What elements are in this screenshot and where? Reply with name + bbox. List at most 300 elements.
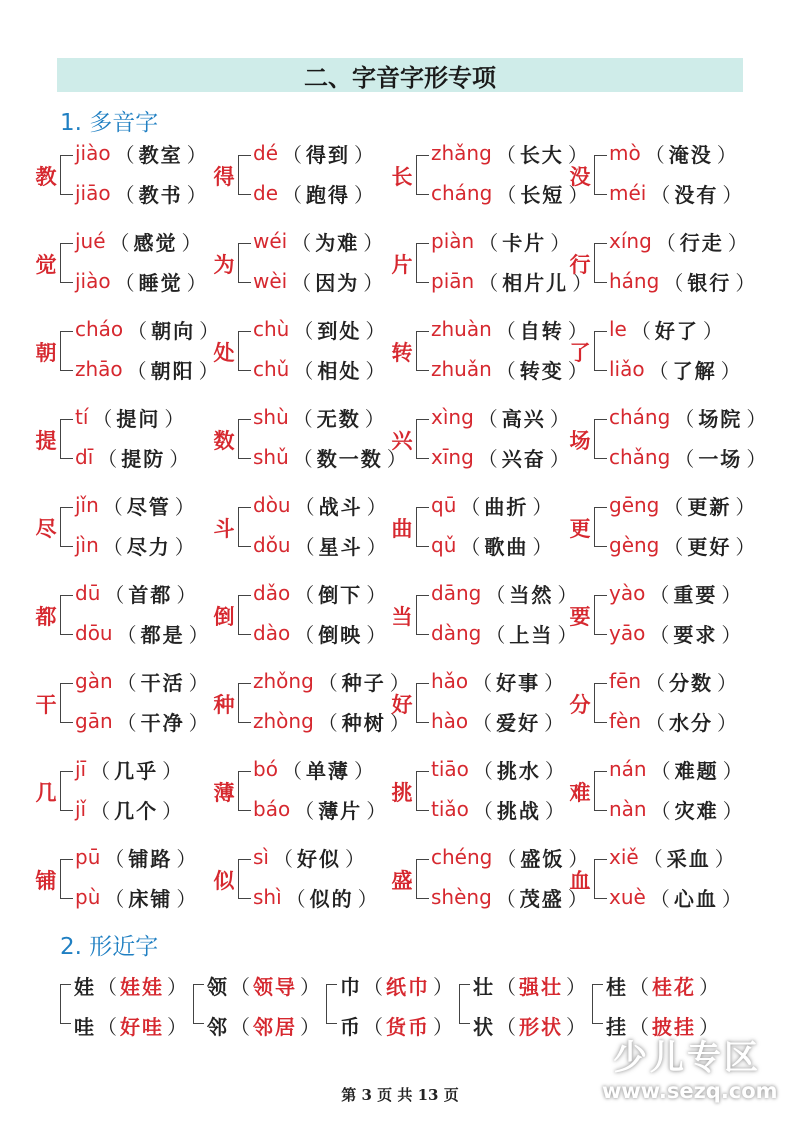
brace: [238, 331, 251, 371]
example-word: 干活: [140, 670, 185, 695]
similar-char-pair: [459, 962, 592, 1042]
paren-open: （: [282, 182, 302, 207]
reading-line: [253, 314, 389, 344]
similar-char-line: [340, 970, 456, 1000]
paren-close: ）: [727, 230, 748, 255]
brace: [594, 419, 607, 459]
example-word: 好似: [296, 846, 341, 871]
brace: [416, 859, 429, 899]
reading-line: [609, 354, 745, 384]
paren-close: ）: [572, 270, 593, 295]
reading-line: [75, 266, 211, 296]
pinyin: chǎng: [609, 445, 671, 469]
polyphone-char: 转: [391, 340, 413, 365]
brace: [60, 771, 73, 811]
paren-close: ）: [722, 798, 743, 823]
paren-close: ）: [176, 582, 197, 607]
brace: [594, 155, 607, 195]
brace: [238, 771, 251, 811]
brace: [60, 155, 73, 195]
example-word: 没有: [674, 182, 719, 207]
paren-open: （: [674, 406, 695, 431]
pinyin: de: [253, 181, 278, 205]
pinyin: piān: [431, 269, 475, 293]
paren-close: ）: [357, 886, 378, 911]
paren-close: ）: [721, 886, 742, 911]
example-word: 强壮: [519, 974, 563, 999]
reading-line: [75, 138, 211, 168]
example-word: 尽力: [126, 534, 171, 559]
example-word: 场院: [698, 406, 743, 431]
pinyin: liǎo: [609, 357, 645, 381]
pinyin: yāo: [609, 621, 646, 645]
pinyin: cháo: [75, 317, 124, 341]
similar-char-line: [473, 970, 589, 1000]
reading-line: [431, 706, 568, 736]
similar-char-line: [473, 1010, 589, 1040]
example-word: 得到: [306, 142, 350, 167]
paren-close: ）: [169, 446, 190, 471]
paren-open: （: [97, 1014, 117, 1039]
brace: [594, 507, 607, 547]
brace: [238, 595, 251, 635]
polyphone-char: 干: [35, 692, 57, 717]
polyphone-entry: [33, 309, 220, 397]
polyphone-entry: [389, 661, 567, 749]
paren-close: ）: [198, 358, 219, 383]
pinyin: wèi: [253, 269, 288, 293]
reading-line: [75, 178, 211, 208]
paren-open: （: [116, 670, 137, 695]
paren-open: （: [363, 1014, 383, 1039]
character: 邻: [207, 1014, 227, 1039]
paren-close: ）: [176, 886, 197, 911]
example-word: 自转: [519, 318, 564, 343]
example-word: 领导: [253, 974, 297, 999]
character: 币: [340, 1014, 360, 1039]
paren-close: ）: [566, 1014, 586, 1039]
page-footer: 第 3 页 共 13 页: [341, 1086, 459, 1104]
pinyin: báo: [253, 797, 291, 821]
example-word: 了解: [672, 358, 717, 383]
pinyin: cháng: [609, 405, 671, 429]
reading-line: [431, 530, 556, 560]
pinyin: shù: [253, 405, 289, 429]
example-word: 挑水: [496, 758, 541, 783]
reading-line: [75, 882, 200, 912]
reading-line: [75, 402, 188, 432]
example-word: 星斗: [318, 534, 363, 559]
reading-line: [253, 618, 390, 648]
example-word: 形状: [519, 1014, 563, 1039]
similar-char-line: [606, 970, 722, 1000]
polyphone-grid: [33, 133, 793, 923]
paren-open: （: [472, 710, 493, 735]
paren-close: ）: [366, 798, 387, 823]
paren-open: （: [294, 798, 315, 823]
polyphone-char: 斗: [213, 516, 235, 541]
paren-close: ）: [735, 534, 756, 559]
polyphone-char: 尽: [35, 516, 57, 541]
reading-line: [431, 442, 574, 472]
reading-line: [253, 754, 378, 784]
watermark-url: www.sezq.com: [602, 1079, 778, 1103]
polyphone-char: 场: [569, 428, 591, 453]
paren-open: （: [477, 406, 498, 431]
reading-line: [75, 314, 223, 344]
watermark-text: 少儿专区: [613, 1038, 761, 1078]
reading-line: [431, 754, 569, 784]
paren-close: ）: [164, 406, 185, 431]
example-word: 数一数: [316, 446, 383, 471]
polyphone-entry: [211, 837, 389, 925]
reading-line: [431, 666, 568, 696]
paren-close: ）: [199, 318, 220, 343]
example-word: 无数: [316, 406, 361, 431]
example-word: 战斗: [318, 494, 363, 519]
brace: [60, 243, 73, 283]
paren-close: ）: [550, 230, 571, 255]
brace: [326, 984, 337, 1024]
reading-line: [609, 578, 745, 608]
example-word: 首都: [128, 582, 173, 607]
polyphone-entry: [389, 309, 588, 397]
example-word: 好哇: [120, 1014, 164, 1039]
paren-close: ）: [699, 1014, 719, 1039]
reading-line: [75, 842, 200, 872]
example-word: 分数: [669, 670, 714, 695]
paren-close: ）: [549, 406, 570, 431]
paren-open: （: [294, 494, 315, 519]
example-word: 到处: [317, 318, 362, 343]
paren-close: ）: [174, 494, 195, 519]
brace: [416, 331, 429, 371]
paren-open: （: [663, 534, 684, 559]
pinyin: shǔ: [253, 445, 289, 469]
paren-open: （: [478, 230, 499, 255]
polyphone-char: 为: [213, 252, 235, 277]
polyphone-entry: [567, 661, 745, 749]
pinyin: dàng: [431, 621, 482, 645]
pinyin: méi: [609, 181, 647, 205]
paren-close: ）: [568, 846, 589, 871]
pinyin: jìn: [75, 533, 99, 557]
polyphone-char: 种: [213, 692, 235, 717]
paren-open: （: [109, 230, 130, 255]
reading-line: [609, 402, 770, 432]
paren-close: ）: [366, 582, 387, 607]
example-word: 更好: [687, 534, 732, 559]
pinyin: jǐ: [75, 797, 87, 821]
paren-open: （: [649, 582, 670, 607]
paren-close: ）: [568, 182, 589, 207]
reading-line: [609, 138, 741, 168]
paren-open: （: [294, 622, 315, 647]
paren-close: ）: [544, 758, 565, 783]
paren-open: （: [293, 318, 314, 343]
polyphone-entry: [33, 485, 211, 573]
example-word: 娃娃: [120, 974, 164, 999]
pinyin: cháng: [431, 181, 493, 205]
paren-close: ）: [566, 974, 586, 999]
paren-close: ）: [389, 710, 410, 735]
pinyin: shèng: [431, 885, 492, 909]
paren-open: （: [291, 270, 312, 295]
pinyin: nán: [609, 757, 647, 781]
pinyin: zhǎng: [431, 141, 492, 165]
example-word: 卡片: [502, 230, 547, 255]
example-word: 长短: [520, 182, 565, 207]
polyphone-entry: [567, 309, 745, 397]
reading-line: [431, 226, 574, 256]
paren-close: ）: [714, 846, 735, 871]
reading-line: [75, 490, 199, 520]
example-word: 感觉: [133, 230, 178, 255]
paren-close: ）: [717, 670, 738, 695]
pinyin: gān: [75, 709, 113, 733]
pinyin: pù: [75, 885, 101, 909]
paren-open: （: [90, 798, 111, 823]
polyphone-char: 没: [569, 164, 591, 189]
similar-char-line: [207, 1010, 323, 1040]
paren-open: （: [644, 142, 665, 167]
example-word: 要求: [673, 622, 718, 647]
reading-line: [609, 442, 770, 472]
brace: [594, 683, 607, 723]
paren-close: ）: [186, 142, 207, 167]
example-word: 教书: [138, 182, 183, 207]
pinyin: dū: [75, 581, 101, 605]
example-word: 披挂: [652, 1014, 696, 1039]
reading-line: [431, 578, 581, 608]
example-word: 茂盛: [519, 886, 564, 911]
brace: [594, 859, 607, 899]
paren-close: ）: [386, 446, 407, 471]
example-word: 行走: [679, 230, 724, 255]
reading-line: [609, 618, 745, 648]
reading-line: [253, 138, 378, 168]
paren-close: ）: [188, 622, 209, 647]
example-word: 银行: [687, 270, 732, 295]
polyphone-char: 朝: [35, 340, 57, 365]
example-word: 水分: [669, 710, 714, 735]
paren-close: ）: [717, 710, 738, 735]
example-word: 好了: [654, 318, 699, 343]
paren-open: （: [472, 758, 493, 783]
paren-open: （: [496, 846, 517, 871]
paren-open: （: [116, 710, 137, 735]
polyphone-entry: [567, 133, 745, 221]
similar-char-pair: [60, 962, 193, 1042]
example-word: 重要: [673, 582, 718, 607]
polyphone-char: 觉: [35, 252, 57, 277]
paren-close: ）: [722, 182, 743, 207]
example-word: 倒映: [318, 622, 363, 647]
polyphone-entry: [211, 749, 389, 837]
character: 娃: [74, 974, 94, 999]
paren-open: （: [292, 406, 313, 431]
pinyin: yào: [609, 581, 646, 605]
example-word: 纸巾: [386, 974, 430, 999]
example-word: 种子: [341, 670, 386, 695]
reading-line: [609, 314, 727, 344]
brace: [193, 984, 204, 1024]
brace: [592, 984, 603, 1024]
pinyin: zhuǎn: [431, 357, 492, 381]
section-heading-similar-chars: 2. 形近字: [60, 934, 159, 960]
polyphone-char: 提: [35, 428, 57, 453]
example-word: 兴奋: [501, 446, 546, 471]
reading-line: [253, 882, 382, 912]
polyphone-entry: [389, 485, 567, 573]
example-word: 似的: [309, 886, 354, 911]
pinyin: dōu: [75, 621, 113, 645]
paren-open: （: [460, 494, 481, 519]
pinyin: zhuàn: [431, 317, 492, 341]
polyphone-entry: [33, 573, 211, 661]
paren-open: （: [496, 1014, 516, 1039]
paren-open: （: [663, 494, 684, 519]
paren-close: ）: [188, 670, 209, 695]
brace: [416, 507, 429, 547]
polyphone-char: 挑: [391, 780, 413, 805]
paren-close: ）: [365, 358, 386, 383]
paren-close: ）: [365, 318, 386, 343]
polyphone-entry: [33, 661, 211, 749]
paren-open: （: [629, 1014, 649, 1039]
pinyin: chù: [253, 317, 290, 341]
reading-line: [431, 402, 574, 432]
paren-close: ）: [735, 270, 756, 295]
polyphone-entry: [567, 749, 745, 837]
brace: [60, 331, 73, 371]
reading-line: [75, 530, 199, 560]
reading-line: [75, 706, 213, 736]
reading-line: [253, 490, 391, 520]
polyphone-entry: [33, 133, 211, 221]
polyphone-entry: [567, 485, 756, 573]
example-word: 盛饭: [520, 846, 565, 871]
paren-open: （: [127, 318, 148, 343]
polyphone-entry: [386, 397, 570, 485]
example-word: 因为: [315, 270, 360, 295]
paren-close: ）: [567, 142, 588, 167]
paren-close: ）: [366, 622, 387, 647]
paren-close: ）: [722, 758, 743, 783]
pinyin: zhāo: [75, 357, 123, 381]
brace: [416, 683, 429, 723]
paren-open: （: [104, 582, 125, 607]
pinyin: hǎo: [431, 669, 469, 693]
paren-close: ）: [181, 230, 202, 255]
pinyin: gēng: [609, 493, 660, 517]
pinyin: mò: [609, 141, 641, 165]
paren-open: （: [97, 446, 118, 471]
example-word: 长大: [519, 142, 564, 167]
polyphone-char: 行: [569, 252, 591, 277]
paren-close: ）: [300, 1014, 320, 1039]
pinyin: jué: [75, 229, 106, 253]
similar-char-pair: [193, 962, 326, 1042]
example-word: 更新: [687, 494, 732, 519]
example-word: 心血: [673, 886, 718, 911]
paren-open: （: [478, 270, 499, 295]
pinyin: xìng: [431, 405, 474, 429]
paren-close: ）: [746, 446, 767, 471]
paren-open: （: [649, 886, 670, 911]
example-word: 相处: [317, 358, 362, 383]
polyphone-entry: [211, 133, 389, 221]
polyphone-char: 兴: [391, 428, 413, 453]
paren-open: （: [285, 886, 306, 911]
pinyin: dé: [253, 141, 278, 165]
paren-close: ）: [167, 974, 187, 999]
brace: [238, 859, 251, 899]
paren-close: ）: [353, 758, 374, 783]
example-word: 灾难: [674, 798, 719, 823]
brace: [238, 243, 251, 283]
polyphone-entry: [567, 573, 745, 661]
reading-line: [609, 490, 759, 520]
pinyin: dāng: [431, 581, 482, 605]
pinyin: qǔ: [431, 533, 457, 557]
example-word: 曲折: [484, 494, 529, 519]
example-word: 几乎: [114, 758, 159, 783]
paren-open: （: [294, 534, 315, 559]
paren-close: ）: [557, 582, 578, 607]
reading-line: [609, 706, 741, 736]
pinyin: dǒu: [253, 533, 291, 557]
paren-close: ）: [186, 270, 207, 295]
polyphone-entry: [211, 397, 407, 485]
brace: [459, 984, 470, 1024]
paren-open: （: [495, 886, 516, 911]
pinyin: jiào: [75, 141, 111, 165]
reading-line: [609, 842, 739, 872]
example-word: 朝向: [151, 318, 196, 343]
paren-close: ）: [366, 534, 387, 559]
paren-open: （: [230, 974, 250, 999]
character: 挂: [606, 1014, 626, 1039]
brace: [238, 155, 251, 195]
pinyin: tiǎo: [431, 797, 469, 821]
brace: [60, 595, 73, 635]
brace: [238, 419, 251, 459]
character: 巾: [340, 974, 360, 999]
watermark-logo: [602, 1030, 778, 1103]
polyphone-char: 数: [213, 428, 235, 453]
example-word: 好事: [496, 670, 541, 695]
polyphone-char: 铺: [35, 868, 57, 893]
pinyin: hào: [431, 709, 469, 733]
polyphone-char: 血: [569, 868, 591, 893]
paren-open: （: [292, 446, 313, 471]
reading-line: [253, 266, 387, 296]
paren-open: （: [485, 622, 506, 647]
paren-open: （: [495, 358, 516, 383]
paren-close: ）: [364, 406, 385, 431]
polyphone-entry: [567, 221, 756, 309]
polyphone-entry: [33, 397, 211, 485]
paren-open: （: [642, 846, 663, 871]
paren-close: ）: [721, 582, 742, 607]
paren-open: （: [645, 710, 666, 735]
paren-open: （: [496, 182, 517, 207]
example-word: 提防: [121, 446, 166, 471]
paren-open: （: [650, 758, 671, 783]
reading-line: [609, 754, 747, 784]
pinyin: jǐn: [75, 493, 99, 517]
